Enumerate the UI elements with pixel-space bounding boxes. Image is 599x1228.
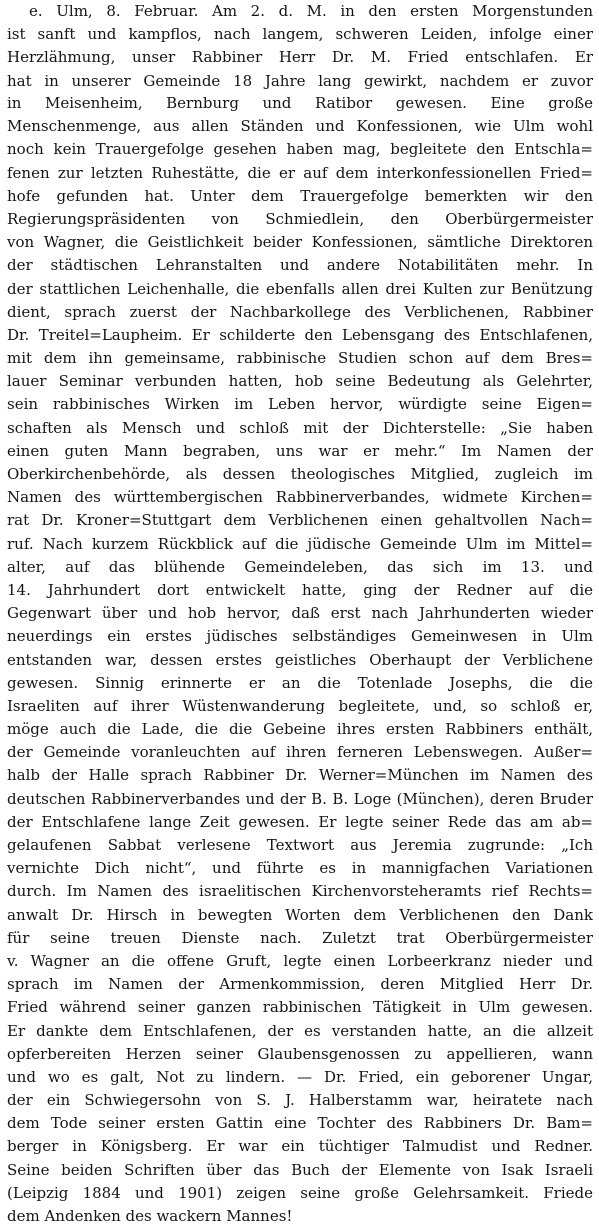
text-line: Fried während seiner ganzen rabbinischen Tätigkeit in Ulm gewesen. bbox=[7, 998, 593, 1017]
text-line: Seine beiden Schriften über das Buch der Elemente von Isak Israeli bbox=[7, 1160, 593, 1179]
text-line: Herzlähmung, unser Rabbiner Herr Dr. M. Fried entschlafen. Er bbox=[7, 48, 593, 67]
text-line: der städtischen Lehranstalten und andere Notabilitäten mehr. In bbox=[7, 256, 593, 275]
text-line: sein rabbinisches Wirken im Leben hervor, würdigte seine Eigen= bbox=[7, 395, 593, 414]
text-line: ist sanft und kampflos, nach langem, schweren Leiden, infolge einer bbox=[7, 25, 593, 44]
text-line: der Gemeinde voranleuchten auf ihren ferneren Lebenswegen. Außer= bbox=[7, 743, 593, 762]
text-line: e. Ulm, 8. Februar. Am 2. d. M. in den ersten Morgenstunden bbox=[29, 2, 593, 20]
text-line: gelaufenen Sabbat verlesene Textwort aus Jeremia zugrunde: „Ich bbox=[7, 836, 593, 854]
text-line: mit dem ihn gemeinsame, rabbinische Studien schon auf dem Bres= bbox=[7, 349, 593, 368]
text-line: berger in Königsberg. Er war ein tüchtiger Talmudist und Redner. bbox=[7, 1137, 593, 1156]
text-line: hofe gefunden hat. Unter dem Trauergefolge bemerkten wir den bbox=[7, 186, 593, 205]
text-line: einen guten Mann begraben, uns war er mehr.“ Im Namen der bbox=[7, 441, 593, 460]
text-line: der stattlichen Leichenhalle, die ebenfalls allen drei Kulten zur Benützung bbox=[7, 279, 593, 298]
text-line: dient, sprach zuerst der Nachbarkollege des Verblichenen, Rabbiner bbox=[7, 302, 593, 321]
paragraph-opening bbox=[7, 0, 593, 93]
text-line: schaften als Mensch und schloß mit der Dichterstelle: „Sie haben bbox=[7, 418, 593, 437]
text-line: hat in unserer Gemeinde 18 Jahre lang gewirkt, nachdem er zuvor bbox=[7, 71, 593, 90]
text-line: (Leipzig 1884 und 1901) zeigen seine große Gelehrsamkeit. Friede bbox=[7, 1183, 593, 1202]
text-line: v. Wagner an die offene Gruft, legte einen Lorbeerkranz nieder und bbox=[7, 951, 593, 970]
text-line: rat Dr. Kroner=Stuttgart dem Verblichenen einen gehaltvollen Nach= bbox=[7, 511, 593, 530]
text-line: von Wagner, die Geistlichkeit beider Konfessionen, sämtliche Direktoren bbox=[7, 233, 593, 252]
text-line: entstanden war, dessen erstes geistliches Oberhaupt der Verblichene bbox=[7, 650, 593, 669]
text-line: dem Tode seiner ersten Gattin eine Tochter des Rabbiners Dr. Bam= bbox=[7, 1114, 593, 1133]
text-line: deutschen Rabbinerverbandes und der B. B. Loge (München), deren Bruder bbox=[7, 789, 593, 808]
text-line: Dr. Treitel=Laupheim. Er schilderte den Lebensgang des Entschlafenen, bbox=[7, 325, 593, 344]
text-line: der ein Schwiegersohn von S. J. Halberstamm war, heiratete nach bbox=[7, 1091, 593, 1110]
text-line: opferbereiten Herzen seiner Glaubensgenossen zu appellieren, wann bbox=[7, 1044, 593, 1063]
text-line: Er dankte dem Entschlafenen, der es verstanden hatte, an die allzeit bbox=[7, 1021, 593, 1040]
paragraph-main bbox=[7, 92, 593, 1228]
text-line: Israeliten auf ihrer Wüstenwanderung begleitete, und, so schloß er, bbox=[7, 696, 593, 715]
text-line: Namen des württembergischen Rabbinerverbandes, widmete Kirchen= bbox=[7, 488, 593, 507]
text-line: Oberkirchenbehörde, als dessen theologisches Mitglied, zugleich im bbox=[7, 465, 593, 483]
text-line: alter, auf das blühende Gemeindeleben, das sich im 13. und bbox=[7, 557, 593, 576]
text-line: noch kein Trauergefolge gesehen haben mag, begleitete den Entschla= bbox=[7, 140, 593, 159]
text-line: neuerdings ein erstes jüdisches selbständiges Gemeinwesen in Ulm bbox=[7, 627, 593, 646]
text-line: lauer Seminar verbunden hatten, hob seine Bedeutung als Gelehrter, bbox=[7, 372, 593, 391]
text-line: durch. Im Namen des israelitischen Kirchenvorsteheramts rief Rechts= bbox=[7, 882, 593, 901]
text-line: Gegenwart über und hob hervor, daß erst nach Jahrhunderten wieder bbox=[7, 604, 593, 623]
text-line: gewesen. Sinnig erinnerte er an die Totenlade Josephs, die die bbox=[7, 673, 593, 692]
text-line: Regierungspräsidenten von Schmiedlein, den Oberbürgermeister bbox=[7, 209, 593, 228]
text-line: und wo es galt, Not zu lindern. — Dr. Fried, ein geborener Ungar, bbox=[7, 1067, 593, 1086]
text-line: in Meisenheim, Bernburg und Ratibor gewesen. Eine große bbox=[7, 94, 593, 112]
text-line: für seine treuen Dienste nach. Zuletzt trat Oberbürgermeister bbox=[7, 928, 593, 947]
text-line: Menschenmenge, aus allen Ständen und Konfessionen, wie Ulm wohl bbox=[7, 117, 593, 136]
text-line: anwalt Dr. Hirsch in bewegten Worten dem Verblichenen den Dank bbox=[7, 905, 593, 924]
text-line: fenen zur letzten Ruhestätte, die er auf dem interkonfessionellen Fried= bbox=[7, 163, 593, 182]
text-line: sprach im Namen der Armenkommission, deren Mitglied Herr Dr. bbox=[7, 975, 593, 994]
text-line: dem Andenken des wackern Mannes! bbox=[7, 1207, 293, 1225]
text-line: ruf. Nach kurzem Rückblick auf die jüdische Gemeinde Ulm im Mittel= bbox=[7, 534, 593, 553]
text-line: vernichte Dich nicht“, und führte es in mannigfachen Variationen bbox=[7, 859, 593, 878]
text-line: der Entschlafene lange Zeit gewesen. Er legte seiner Rede das am ab= bbox=[7, 812, 593, 831]
text-line: 14. Jahrhundert dort entwickelt hatte, ging der Redner auf die bbox=[7, 580, 593, 599]
text-line: möge auch die Lade, die die Gebeine ihres ersten Rabbiners enthält, bbox=[7, 720, 593, 739]
text-line: halb der Halle sprach Rabbiner Dr. Werner=München im Namen des bbox=[7, 766, 593, 785]
